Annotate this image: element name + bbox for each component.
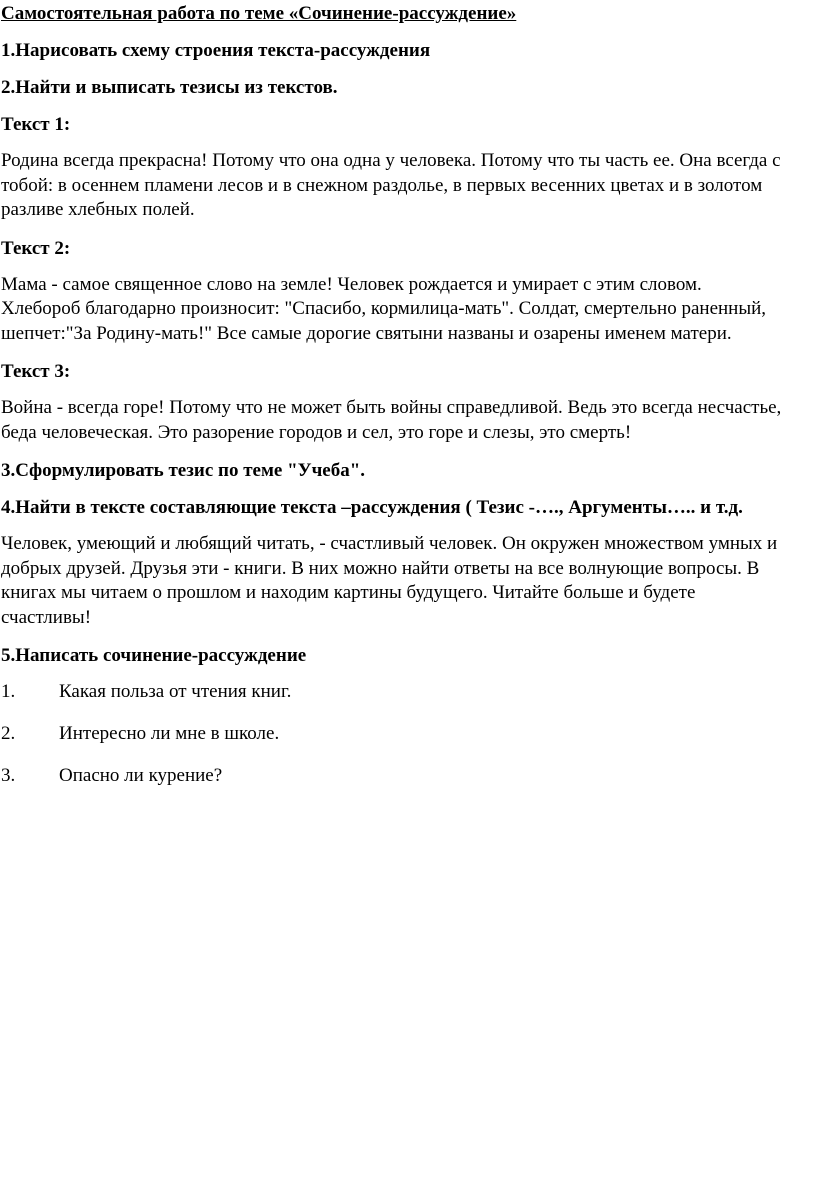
text-2-line: Мама - самое священное слово на земле! Человек рождается и умирает с этим словом. — [1, 273, 702, 295]
document-title: Самостоятельная работа по теме «Сочинение-рассуждение» — [1, 3, 517, 24]
text-2-label: Текст 2: — [1, 237, 71, 259]
task-3: 3.Сформулировать тезис по теме "Учеба". — [1, 460, 366, 481]
list-item-text: Интересно ли мне в школе. — [59, 723, 280, 744]
text-3-line: Война - всегда горе! Потому что не может быть войны справедливой. Ведь это всегда несчастье, — [1, 397, 782, 418]
reading-text-line: счастливы! — [1, 606, 92, 628]
text-3-body — [1, 396, 814, 445]
text-1-line: разливе хлебных полей. — [1, 199, 195, 220]
text-3-line: беда человеческая. Это разорение городов и сел, это горе и слезы, это смерть! — [1, 421, 632, 443]
text-1-line: Родина всегда прекрасна! Потому что она одна у человека. Потому что ты часть ее. Она всегда с — [1, 150, 781, 171]
reading-text-line: книгах мы читаем о прошлом и находим картины будущего. Читайте больше и будете — [1, 582, 696, 603]
reading-text-line: добрых друзей. Друзья эти - книги. В них можно найти ответы на все волнующие вопросы. В — [1, 557, 760, 579]
reading-text-line: Человек, умеющий и любящий читать, - счастливый человек. Он окружен множеством умных и — [1, 533, 778, 554]
list-item-text: Опасно ли курение? — [59, 765, 223, 786]
text-1-line: тобой: в осеннем пламени лесов и в снежном раздолье, в первых весенних цветах и в золотом — [1, 174, 763, 196]
text-3-label: Текст 3: — [1, 361, 71, 382]
task-2: 2.Найти и выписать тезисы из текстов. — [1, 77, 338, 98]
list-item-text: Какая польза от чтения книг. — [59, 681, 292, 702]
text-2-body — [1, 273, 814, 347]
list-item — [1, 680, 814, 704]
text-1-body — [1, 149, 814, 223]
text-2-line: Хлебороб благодарно произносит: "Спасибо, кормилица-мать". Солдат, смертельно раненный, — [1, 298, 767, 319]
list-item-number: 2. — [1, 723, 16, 744]
task-4: 4.Найти в тексте составляющие текста –рассуждения ( Тезис -…., Аргументы….. и т.д. — [1, 497, 743, 518]
list-item — [1, 722, 814, 746]
essay-topic-list — [1, 680, 814, 788]
text-2-line: шепчет:"За Родину-мать!" Все самые дорогие святыни названы и озарены именем матери. — [1, 322, 732, 344]
text-1-label: Текст 1: — [1, 114, 71, 135]
list-item — [1, 764, 814, 788]
reading-text-body — [1, 532, 814, 630]
task-5: 5.Написать сочинение-рассуждение — [1, 645, 307, 666]
list-item-number: 1. — [1, 681, 16, 702]
list-item-number: 3. — [1, 765, 16, 786]
task-1: 1.Нарисовать схему строения текста-рассуждения — [1, 40, 431, 61]
